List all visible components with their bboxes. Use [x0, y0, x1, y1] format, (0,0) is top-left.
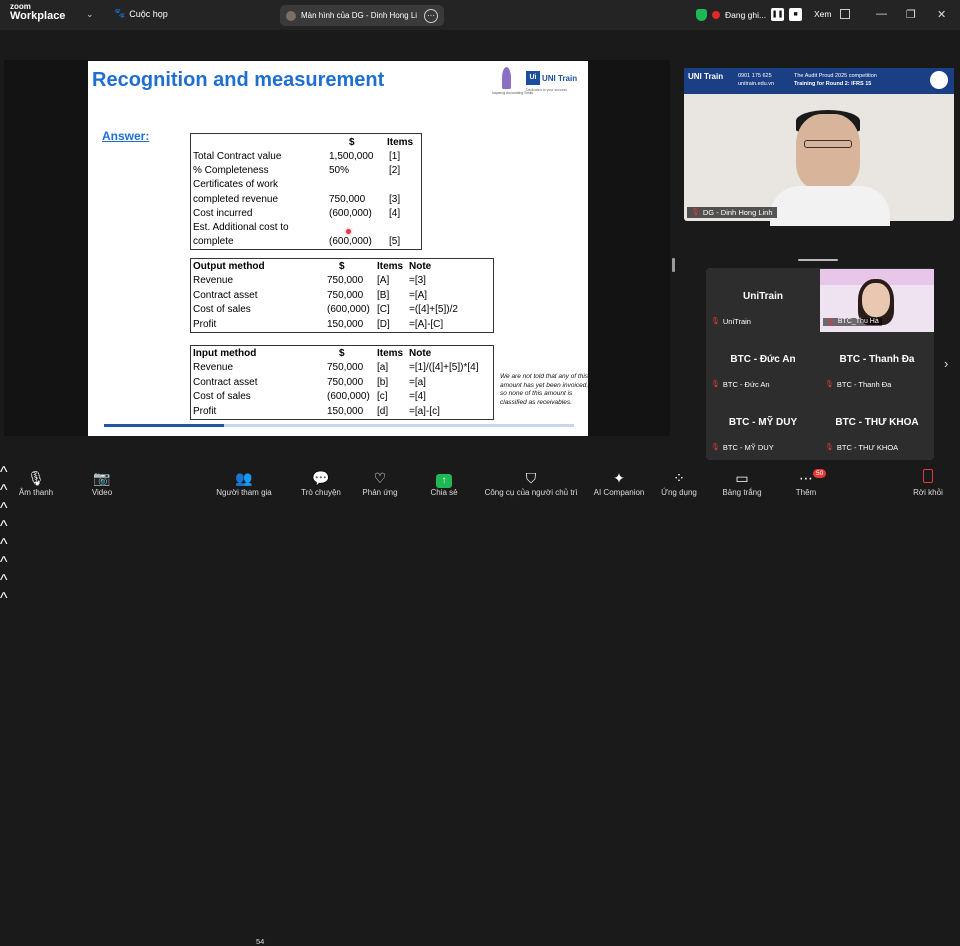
participant-tile[interactable]: 🎙 BTC_Thu Hà	[820, 269, 934, 332]
table-cell-value: 150,000	[327, 318, 364, 330]
table-cell-item: [A]	[377, 275, 390, 286]
meeting-label: Cuộc họp	[129, 8, 168, 19]
mic-muted-icon: 🎙	[711, 318, 720, 325]
stop-recording-button[interactable]: ■	[789, 8, 802, 21]
table-cell-label: completed revenue	[193, 193, 279, 205]
table-cell-item: [3]	[389, 193, 401, 205]
unitrain-logo: Ui UNI Train Dedicated to your success	[526, 71, 577, 85]
video-options-caret[interactable]: ^	[0, 482, 8, 499]
more-options-icon[interactable]: ···	[424, 9, 438, 23]
table-cell-value: (600,000)	[327, 391, 370, 402]
leave-button[interactable]: Rời khỏi	[908, 468, 948, 497]
table-cell-value: 750,000	[327, 362, 364, 373]
table-cell-item: [4]	[389, 207, 401, 219]
table-cell-value: 150,000	[327, 405, 364, 417]
recording-dot-icon	[712, 11, 720, 19]
panel-separator[interactable]	[798, 259, 838, 261]
share-label: Màn hình của DG - Dinh Hong Li	[301, 11, 418, 20]
view-layout-icon[interactable]	[840, 9, 850, 19]
input-method-table: Input method $ Items Note Revenue 750,000 [a] =[1]/([4]+[5])*[4] Contract asset 750,000 [b] =[a] Cost of sales (600,000) [c] =[4] Profit 150,000 [d] =[a]-[c]	[190, 345, 494, 420]
participants-button[interactable]: 👥 Người tham gia	[212, 468, 276, 497]
recording-label: Đang ghi...	[725, 9, 767, 20]
reactions-options-caret[interactable]: ^	[0, 536, 8, 553]
table-cell-item: [d]	[377, 405, 389, 417]
apps-icon: ⁘	[673, 470, 685, 486]
share-button[interactable]: ↑ Chia sẻ	[430, 475, 458, 497]
table-cell-value: (600,000)	[329, 207, 372, 219]
table-cell-item: [a]	[377, 362, 389, 373]
meeting-toolbar	[0, 464, 960, 946]
more-dots-icon: ⋯	[799, 470, 813, 486]
table-cell-value: 50%	[329, 165, 350, 177]
participants-count: 54	[256, 937, 265, 946]
presentation-slide	[88, 61, 588, 436]
table-cell-item: [c]	[377, 391, 388, 402]
paw-icon: 🐾	[114, 8, 126, 18]
minimize-icon[interactable]: —	[876, 8, 887, 20]
table-cell-label: Cost incurred	[193, 207, 253, 219]
reactions-button[interactable]: ♡ Phản ứng	[358, 468, 402, 497]
table-cell-label: Est. Additional cost to	[193, 222, 289, 233]
table-cell-label: % Completeness	[193, 165, 269, 177]
chat-icon: 💬	[312, 470, 330, 486]
table-cell-item: [b]	[377, 376, 389, 388]
table-cell-label: Profit	[193, 405, 217, 417]
table-cell-note: =[1]/([4]+[5])*[4]	[409, 362, 479, 373]
competition-logo-icon	[930, 71, 948, 89]
table-cell-value: 750,000	[327, 289, 364, 301]
mic-muted-icon: 🎙	[711, 381, 720, 388]
chevron-down-icon[interactable]: ⌄	[86, 9, 94, 19]
contract-table: $ Items Total Contract value 1,500,000 [1] % Completeness 50% [2] Certificates of work completed revenue 750,000 [3] Cost incurred (600,000) [4] Est. Additional cost to complete (600,000) [5]	[190, 133, 422, 250]
chevron-right-icon[interactable]: ›	[944, 356, 949, 371]
table-cell-value: 750,000	[327, 275, 364, 286]
table-cell-note: =[A]	[409, 289, 428, 301]
audio-button[interactable]: 🎙 Âm thanh	[16, 468, 56, 497]
side-note: We are not told that any of this amount has yet been invoiced, so none of this amount is classified as receivables.	[500, 373, 589, 406]
leave-door-icon	[923, 469, 933, 483]
table-cell-value: (600,000)	[327, 304, 370, 315]
mic-muted-icon: 🎙	[691, 209, 700, 216]
slide-progress-bar	[104, 424, 574, 427]
chat-button[interactable]: 💬 Trò chuyện	[298, 468, 344, 497]
output-method-table: Output method $ Items Note Revenue 750,000 [A] =[3] Contract asset 750,000 [B] =[A] Cost of sales (600,000) [C] =([4]+[5])/2 Profit 150,000 [D] =[A]-[C]	[190, 258, 494, 333]
table-cell-item: [5]	[389, 236, 401, 248]
zoom-workplace-logo[interactable]	[10, 3, 65, 22]
apps-options-caret[interactable]: ^	[0, 572, 8, 589]
pause-recording-button[interactable]: ❚❚	[771, 8, 784, 21]
meeting-menu[interactable]	[114, 8, 168, 19]
table-cell-item: [B]	[377, 289, 390, 301]
slide-title: Recognition and measurement	[92, 69, 385, 91]
mic-muted-icon: 🎙	[825, 444, 834, 451]
mic-muted-icon: 🎙	[826, 319, 835, 326]
table-cell-note: =([4]+[5])/2	[409, 304, 458, 315]
whiteboard-icon: ▭	[735, 470, 749, 486]
table-cell-label: Certificates of work	[193, 179, 279, 191]
table-cell-note: =[3]	[409, 275, 426, 286]
chat-options-caret[interactable]: ^	[0, 518, 8, 535]
table-cell-item: [C]	[377, 304, 390, 315]
host-tools-button[interactable]: ⛉ Công cụ của người chủ trì	[482, 468, 580, 497]
mic-muted-icon: 🎙	[825, 381, 834, 388]
table-cell-label: Revenue	[193, 362, 234, 373]
mic-off-icon: 🎙	[27, 470, 45, 486]
table-cell-label: Contract asset	[193, 289, 258, 301]
close-icon[interactable]: ✕	[937, 9, 947, 21]
ai-companion-button[interactable]: ✦ AI Companion	[590, 468, 648, 497]
table-cell-label: Total Contract value	[193, 151, 282, 162]
people-icon: 👥	[235, 470, 253, 486]
brand-top: zoom	[10, 2, 31, 11]
audio-options-caret[interactable]: ^	[0, 464, 8, 481]
shield-icon: ⛉	[525, 470, 537, 486]
apps-button[interactable]: ⁘ Ứng dụng	[658, 468, 700, 497]
participant-tile[interactable]: BTC - Đức An 🎙 BTC - Đức An	[711, 354, 796, 389]
table-cell-value: 1,500,000	[329, 151, 374, 162]
table-cell-value: 750,000	[327, 376, 364, 388]
title-bar	[0, 0, 960, 30]
flower-logo: Inspiring Accounting Souls	[492, 65, 520, 99]
participants-options-caret[interactable]: ^	[0, 500, 8, 517]
presenter-avatar	[286, 11, 296, 21]
table-cell-label: complete	[193, 236, 234, 248]
participant-tile[interactable]: UniTrain 🎙 UniTrain	[711, 291, 783, 326]
whiteboard-options-caret[interactable]: ^	[0, 590, 8, 607]
table-cell-label: Profit	[193, 318, 217, 330]
table-cell-label: Cost of sales	[193, 391, 251, 402]
brand-bottom: Workplace	[10, 10, 66, 22]
participant-tile[interactable]: BTC - Thanh Đa 🎙 BTC - Thanh Đa	[825, 354, 915, 389]
participant-gallery	[706, 268, 934, 460]
more-badge: 50	[813, 469, 826, 478]
restore-icon[interactable]: ❐	[906, 9, 916, 21]
more-button[interactable]: ⋯ Thêm	[790, 468, 822, 497]
shield-icon	[696, 9, 707, 21]
table-cell-label: Cost of sales	[193, 304, 251, 315]
table-cell-item: [2]	[389, 165, 401, 177]
camera-off-icon: 📷	[93, 470, 111, 486]
sparkle-icon: ✦	[613, 470, 625, 486]
table-cell-value: (600,000)	[329, 236, 372, 248]
table-cell-item: [1]	[389, 151, 401, 162]
resize-handle[interactable]	[672, 258, 675, 272]
laser-pointer	[346, 229, 351, 234]
recording-status	[696, 8, 802, 21]
answer-heading: Answer:	[102, 129, 150, 143]
participant-tile[interactable]: BTC - THƯ KHOA 🎙 BTC - THƯ KHOA	[825, 417, 919, 452]
view-button[interactable]: Xem	[814, 9, 832, 19]
speaker-name-tag: 🎙 DG - Dinh Hong Linh	[687, 207, 777, 218]
mic-muted-icon: 🎙	[711, 444, 720, 451]
table-cell-label: Revenue	[193, 275, 234, 286]
video-button[interactable]: 📷 Video	[86, 468, 118, 497]
speaker-banner: UNI Train 0901 175 625 unitrain.edu.vn The Audit Proud 2025 competition Training for Round 2: IFRS 15	[684, 68, 954, 94]
participant-tile[interactable]: BTC - MỸ DUY 🎙 BTC - MỸ DUY	[711, 417, 798, 452]
share-screen-icon: ↑	[436, 474, 452, 488]
table-cell-value: 750,000	[329, 193, 366, 205]
table-cell-note: =[a]-[c]	[409, 405, 440, 417]
shared-screen	[4, 60, 670, 436]
whiteboard-button[interactable]: ▭ Bảng trắng	[718, 468, 766, 497]
table-cell-label: Contract asset	[193, 376, 258, 388]
table-cell-item: [D]	[377, 318, 390, 330]
speaker-face	[796, 114, 860, 190]
heart-icon: ♡	[373, 470, 387, 486]
speaker-video[interactable]	[684, 68, 954, 221]
share-options-caret[interactable]: ^	[0, 554, 8, 571]
table-cell-note: =[4]	[409, 391, 426, 402]
table-cell-note: =[A]-[C]	[409, 318, 444, 330]
table-cell-note: =[a]	[409, 376, 426, 388]
screen-share-indicator[interactable]	[280, 5, 444, 26]
